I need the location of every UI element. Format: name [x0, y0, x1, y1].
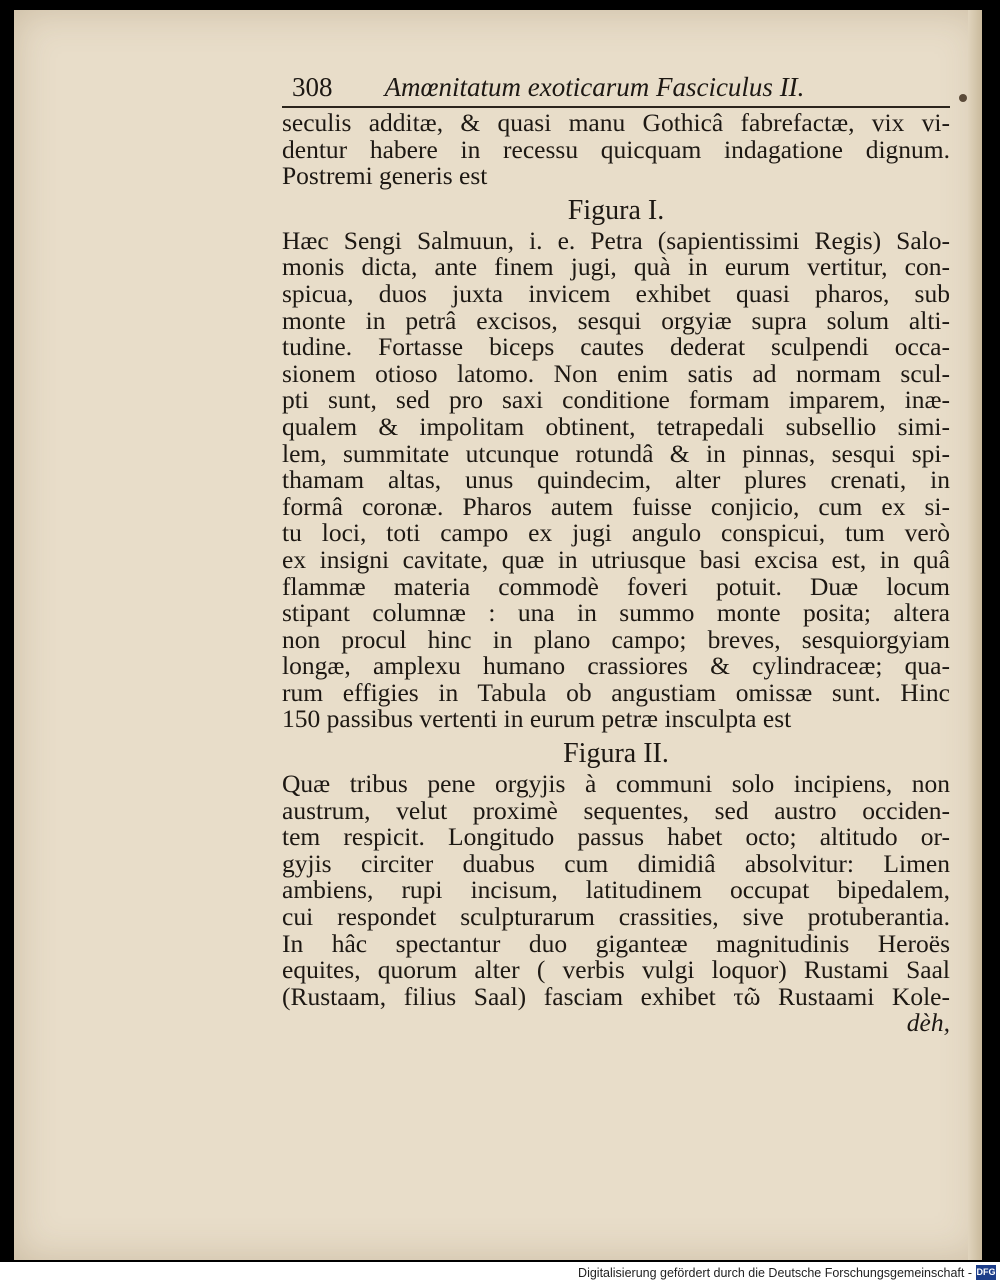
text-line: lem, summitate utcunque rotundâ & in pinnas, sesqui spi-: [282, 438, 950, 468]
figure-2-paragraph: [282, 771, 950, 1037]
text-line: (Rustaam, filius Saal) fasciam exhibet τῶ Rustaami Kole-: [282, 981, 950, 1011]
text-line: tudine. Fortasse biceps cautes dederat sculpendi occa-: [282, 332, 950, 362]
text-line: stipant columnæ : una in summo monte posita; altera: [282, 598, 950, 628]
figure-1-paragraph: [282, 225, 950, 734]
text-line: gyjis circiter duabus cum dimidiâ absolvitur: Limen: [282, 848, 950, 878]
ink-spot: [959, 94, 967, 102]
text-line: ambiens, rupi incisum, latitudinem occupat bipedalem,: [282, 875, 950, 905]
text-line: formâ coronæ. Pharos autem fuisse conjicio, cum ex si-: [282, 491, 950, 521]
funding-credit: Digitalisierung gefördert durch die Deutsche Forschungsgemeinschaft -: [578, 1266, 972, 1280]
text-line: 150 passibus vertenti in eurum petræ insculpta est: [282, 704, 792, 734]
text-line: In hâc spectantur duo giganteæ magnitudinis Heroës: [282, 928, 950, 958]
text-line: Postremi generis est: [282, 161, 488, 191]
text-line: equites, quorum alter ( verbis vulgi loquor) Rustami Saal: [282, 955, 950, 985]
text-line: monte in petrâ excisos, sesqui orgyiæ supra solum alti-: [282, 305, 950, 335]
text-line: flammæ materia commodè foveri potuit. Duæ locum: [282, 571, 950, 601]
text-line: cui respondet sculpturarum crassities, sive protuberantia.: [282, 902, 950, 932]
text-line: seculis additæ, & quasi manu Gothicâ fabrefactæ, vix vi-: [282, 108, 950, 137]
text-line: monis dicta, ante finem jugi, quà in eurum vertitur, con-: [282, 252, 950, 282]
figure-1-heading: Figura I.: [567, 194, 665, 226]
text-line: spicua, duos juxta invicem exhibet quasi pharos, sub: [282, 278, 950, 308]
text-line: qualem & impolitam obtinent, tetrapedali subsellio simi-: [282, 411, 950, 441]
intro-paragraph: [282, 110, 950, 190]
text-line: austrum, velut proximè sequentes, sed austro occiden-: [282, 795, 950, 825]
text-line: longæ, amplexu humano crassiores & cylindraceæ; qua-: [282, 651, 950, 681]
text-line: tem respicit. Longitudo passus habet octo; altitudo or-: [282, 822, 950, 852]
text-line: dentur habere in recessu quicquam indagatione dignum.: [282, 134, 950, 164]
running-title: Amœnitatum exoticarum Fasciculus II.: [384, 72, 805, 102]
dfg-logo: DFG: [976, 1265, 996, 1280]
text-line: pti sunt, sed pro saxi conditione formam imparem, inæ-: [282, 385, 950, 415]
page-content: [282, 70, 950, 1037]
text-line: rum effigies in Tabula ob angustiam omissæ sunt. Hinc: [282, 677, 950, 707]
text-line: non procul hinc in plano campo; breves, sesquiorgyiam: [282, 624, 950, 654]
text-line: Hæc Sengi Salmuun, i. e. Petra (sapientissimi Regis) Salo-: [282, 225, 950, 255]
text-line: tu loci, toti campo ex jugi angulo conspicui, tum verò: [282, 518, 950, 548]
page-number: 308: [292, 72, 333, 102]
running-head: [282, 70, 950, 108]
catchword: dèh,: [906, 1008, 950, 1038]
figure-2-heading: Figura II.: [563, 738, 669, 770]
text-line: Quæ tribus pene orgyjis à communi solo incipiens, non: [282, 769, 950, 799]
text-line: thamam altas, unus quindecim, alter plures crenati, in: [282, 465, 950, 495]
text-line: ex insigni cavitate, quæ in utriusque basi excisa est, in quâ: [282, 544, 950, 574]
text-line: sionem otioso latomo. Non enim satis ad normam scul-: [282, 358, 950, 388]
